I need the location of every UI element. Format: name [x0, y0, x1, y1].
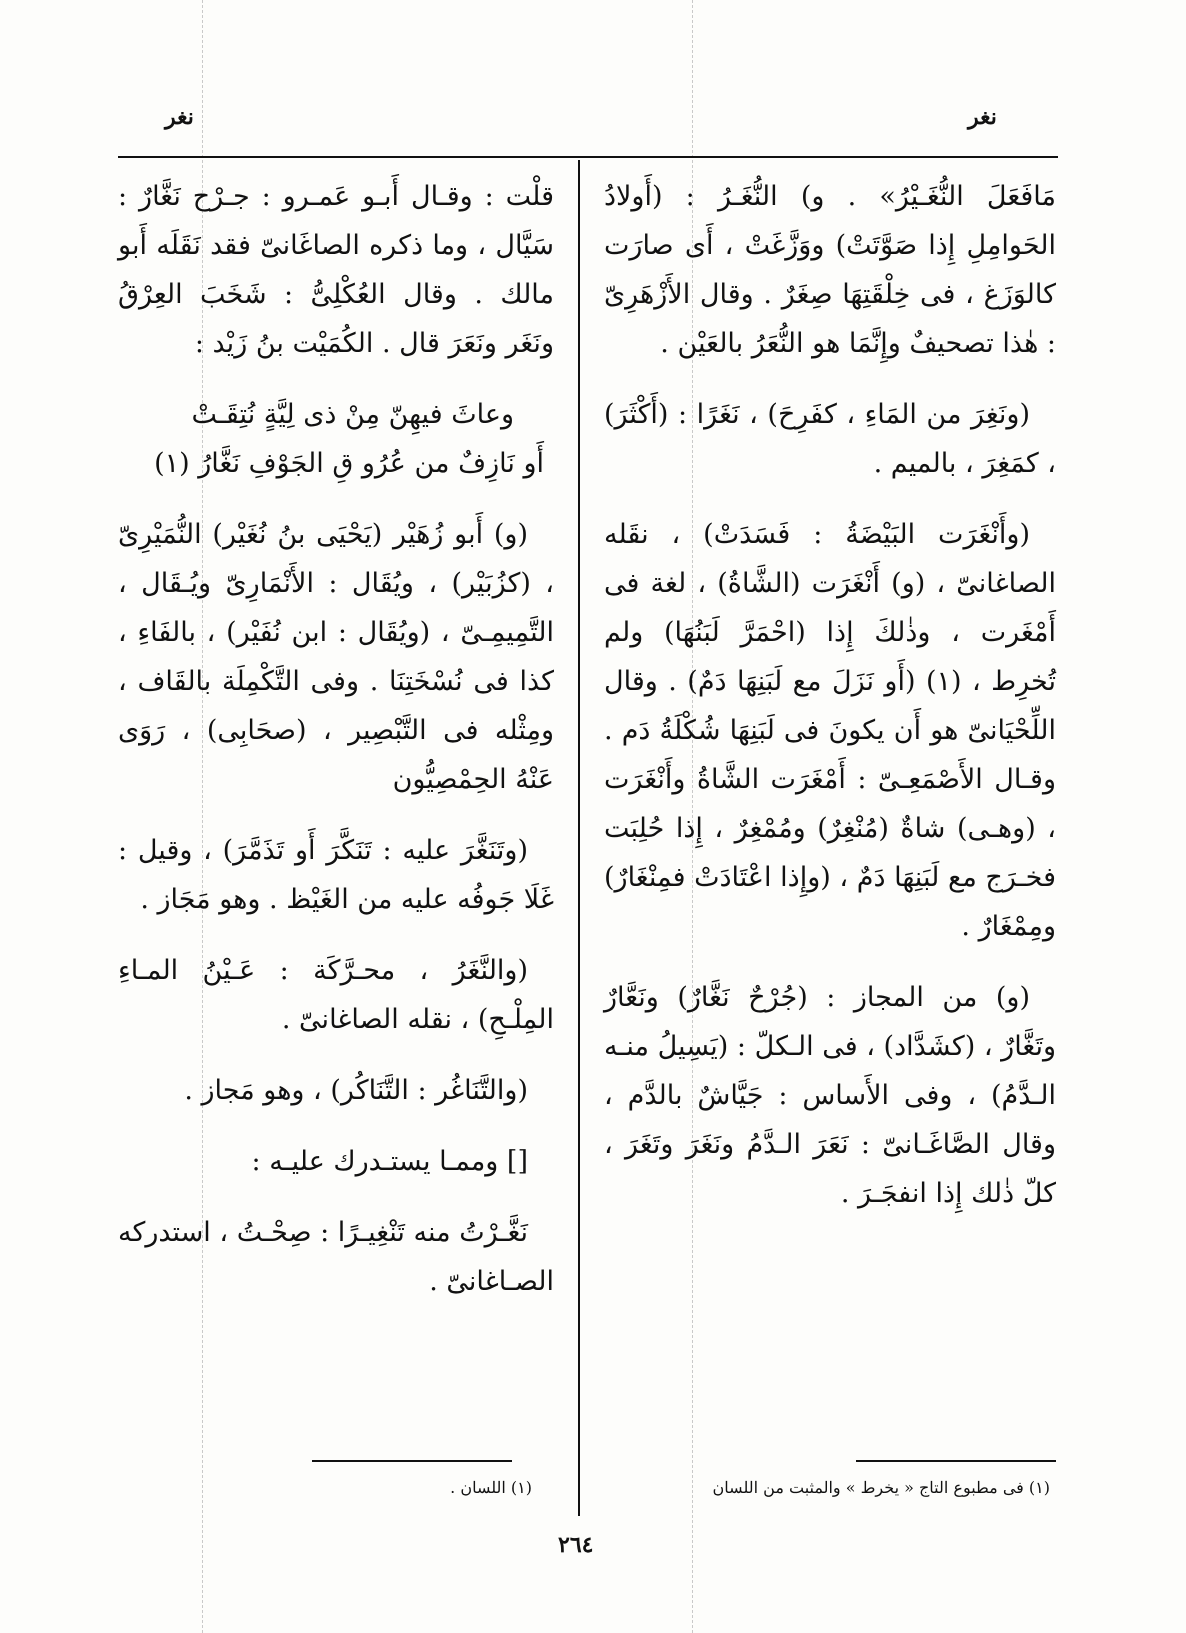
- paragraph: [] وممـا يستـدرك عليـه :: [251, 1146, 528, 1177]
- paragraph: نَغَّـرْتُ منه تَنْغِيـرًا : صِحْـتُ ، استدركه الصـاغانىّ .: [118, 1217, 554, 1297]
- footnote-rule: [312, 1460, 512, 1462]
- running-head-right: نغر: [968, 104, 997, 130]
- footnote-right: (١) فى مطبوع التاج « يخرط » والمثبت من اللسان: [712, 1478, 1050, 1497]
- paragraph: (والنَّغَرُ ، محـرَّكَة : عَـيْنُ المـاءِ المِلْـحِ) ، نقله الصاغانىّ .: [118, 955, 554, 1035]
- left-column: [118, 172, 554, 1328]
- paragraph: مَافَعَلَ النُّغَـيْرُ» . و) النُّغَـرُ : (أَولادُ الحَوامِلِ إِذا صَوَّتَتْ) ووَزَّغَتْ ، أَى صارَت كالوَزَغ ، فى خِلْقَتِهَا صِغَرٌ . وقال الأَزْهَرِىّ : هٰذا تصحيفٌ وإِنَّمَا هو النُّعَرُ بالعَيْن .: [604, 181, 1056, 359]
- verse: [118, 390, 554, 488]
- running-head-left: نغر: [165, 104, 194, 130]
- paragraph: (وتَنَغَّرَ عليه : تَنَكَّرَ أَو تَذَمَّرَ) ، وقيل : غَلَا جَوفُه عليه من الغَيْظ . وهو مَجَاز .: [118, 835, 554, 915]
- footnote-rule: [856, 1460, 1056, 1462]
- paragraph: (والتَّنَاغُر : التَّنَاكُر) ، وهو مَجاز .: [184, 1075, 528, 1106]
- paragraph: قلْت : وقـال أَبـو عَمـرو : جـرْح نَغَّارٌ : سَيَّال ، وما ذكره الصاغَانىّ فقد نَقَلَه أَبو مالك . وقال العُكْلِىُّ : شَخَبَ العِرْقُ ونَغَر ونَعَرَ قال . الكُمَيْت بنُ زَيْد :: [118, 181, 554, 359]
- paragraph: (وأَنْغَرَت البَيْضَةُ : فَسَدَتْ) ، نقَله الصاغانىّ ، (و) أَنْغَرَت (الشَّاةُ) ، لغة فى أَمْغَرت ، وذٰلكَ إِذا (احْمَرَّ لَبَنُهَا) ولم تُخرِط ، (١) (أَو نَزَلَ مع لَبَنِهَا دَمٌ) . وقال اللِّحْيَانىّ هو أَن يكونَ فى لَبَنِهَا شُكْلَةُ دَم . وقـال الأَصْمَعِـىّ : أَمْغَرَت الشَّاةُ وأَنْغَرَت ، (وهـى) شاةٌ (مُنْغِرٌ) ومُمْغِرٌ ، إِذا حُلِبَت فخـرَج مع لَبَنِهَا دَمٌ ، (وإِذا اعْتَادَتْ فمِنْغَارٌ) ومِمْغَارٌ .: [604, 519, 1056, 942]
- header-rule: [118, 156, 1058, 158]
- verse-hemistich: أَو نَازِفٌ من عُرُو قِ الجَوْفِ نَغَّارُ (١): [154, 448, 544, 479]
- footnote-left: (١) اللسان .: [450, 1478, 532, 1497]
- paragraph: (و) أَبو زُهَيْر (يَحْيَى بنُ نُغَيْر) النُّمَيْرِىّ ، (كزُبَيْر) ، ويُقَال : الأَنْمَارِىّ ويُـقَال ، التَّمِيمِـىّ ، (ويُقَال : ابن نُفَيْر) ، بالفَاءِ ، كذا فى نُسْخَتِنَا . وفى التَّكْمِلَة بالقَاف ، ومِثْله فى التَّبْصِير ، (صحَابِى) ، رَوَى عَنْهُ الحِمْصِيُّون: [118, 519, 554, 795]
- column-divider: [578, 160, 580, 1516]
- right-column: [604, 172, 1056, 1240]
- paragraph: (ونَغِرَ من المَاءِ ، كفَرِحَ) ، نَغَرًا : (أَكْثَرَ) ، كمَغِرَ ، بالميم .: [604, 399, 1056, 479]
- paragraph: (و) من المجاز : (جُرْحٌ نَغَّارٌ) ونَعَّارٌ وتَغَّارٌ ، (كشَدَّاد) ، فى الـكلّ : (يَسِيلُ منـه الـدَّمُ) ، وفى الأَساس : جَيَّاشٌ بالدَّم ، وقال الصَّاغَـانىّ : نَعَرَ الـدَّمُ ونَغَرَ وتَغَرَ ، كلّ ذٰلك إِذا انفجَـرَ .: [604, 982, 1056, 1209]
- page-number: ٢٦٤: [558, 1532, 594, 1558]
- verse-hemistich: وعاثَ فيهِنّ مِنْ ذى لِيَّةٍ نُتِقَـتْ: [191, 399, 514, 430]
